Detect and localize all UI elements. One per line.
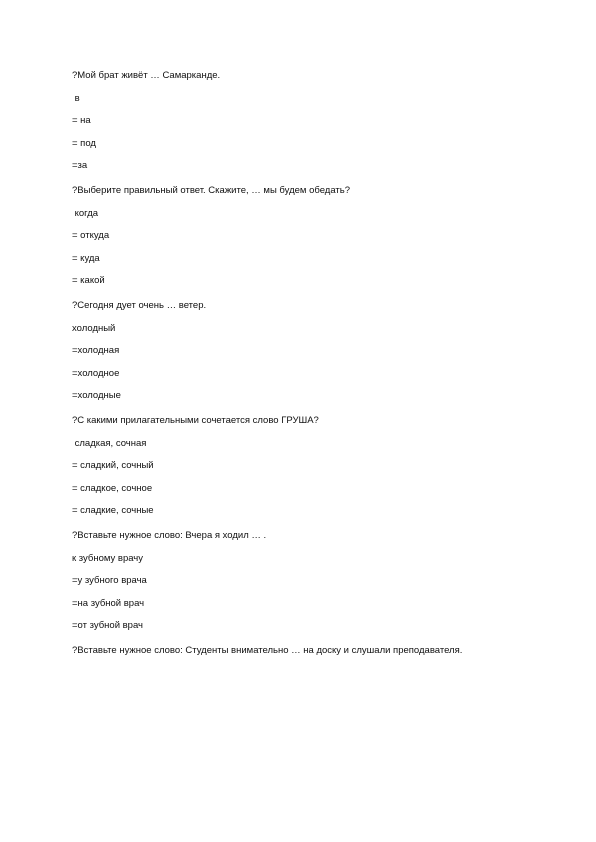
answer-option: сладкая, сочная <box>72 437 147 449</box>
answer-option: = сладкий, сочный <box>72 460 154 471</box>
answer-option: = на <box>72 115 91 126</box>
answer-option: = откуда <box>72 230 110 241</box>
answer-option: к зубному врачу <box>72 552 144 564</box>
question-text: ?Выберите правильный ответ. Скажите, … мы будем обедать? <box>72 185 350 196</box>
answer-option: =холодные <box>72 390 121 401</box>
test-content <box>72 70 542 670</box>
answer-option: =за <box>72 160 88 171</box>
answer-option: в <box>72 92 80 104</box>
answer-option: холодный <box>72 322 116 334</box>
answer-option: =холодное <box>72 367 120 379</box>
answer-option: =у зубного врача <box>72 575 147 586</box>
question-block-4 <box>72 415 542 517</box>
answer-option: = сладкое, сочное <box>72 482 153 494</box>
answer-option: когда <box>72 207 99 219</box>
answer-option: = под <box>72 137 96 149</box>
question-block-5 <box>72 530 542 632</box>
question-block-3 <box>72 300 542 402</box>
answer-option: =холодная <box>72 345 120 356</box>
answer-option: =от зубной врач <box>72 620 143 631</box>
question-block-1 <box>72 70 542 172</box>
answer-option: =на зубной врач <box>72 597 145 609</box>
question-text: ?Вставьте нужное слово: Студенты внимательно … на доску и слушали преподавателя. <box>72 645 463 656</box>
answer-option: = куда <box>72 252 100 264</box>
question-text: ?Сегодня дует очень … ветер. <box>72 300 207 311</box>
question-text: ?Вставьте нужное слово: Вчера я ходил … . <box>72 530 267 541</box>
question-block-2 <box>72 185 542 287</box>
question-text: ?Мой брат живёт … Самарканде. <box>72 70 221 81</box>
question-block-6 <box>72 645 542 657</box>
question-text: ?С какими прилагательными сочетается слово ГРУША? <box>72 415 319 426</box>
answer-option: = какой <box>72 275 105 286</box>
answer-option: = сладкие, сочные <box>72 505 154 516</box>
